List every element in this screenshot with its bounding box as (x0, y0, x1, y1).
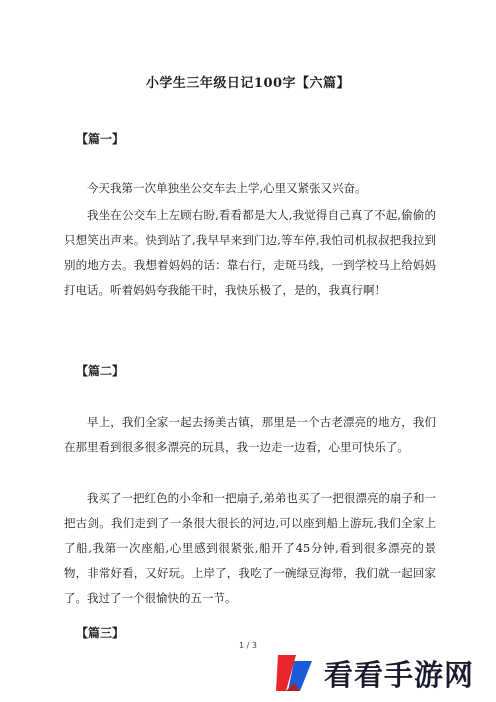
watermark-text: 看看手游网 (324, 657, 475, 692)
section-heading-1: 【篇一】 (76, 132, 125, 146)
section-2-paragraph-2: 我买了一把红色的小伞和一把扇子,弟弟也买了一把很漂亮的扇子和一把古剑。我们走到了一条很大很长的河边,可以座到船上游玩,我们全家上了船,我第一次座船,心里感到很紧张,船开了45分钟,看到很多漂亮的景物，非常好看，又好玩。上岸了，我吃了一碗绿豆海带，我们就一起回家了。我过了一个很愉快的五一节。 (64, 491, 436, 605)
section-1-paragraph-1: 今天我第一次单独坐公交车去上学,心里又紧张又兴奋。 (87, 181, 367, 195)
watermark (272, 648, 494, 698)
section-1-paragraph-2: 我坐在公交车上左顾右盼,看看都是大人,我觉得自己真了不起,偷偷的只想笑出声来。快到站了,我早早来到门边,等车停,我怕司机叔叔把我拉到别的地方去。我想着妈妈的话：靠右行，走斑马线，一到学校马上给妈妈打电话。听着妈妈夸我能干时，我快乐极了，是的，我真行啊！ (64, 208, 436, 297)
kk-logo-icon (272, 651, 316, 695)
section-2-paragraph-1: 早上，我们全家一起去扬美古镇，那里是一个古老漂亮的地方，我们在那里看到很多很多漂亮的玩具，我一边走一边看，心里可快乐了。 (64, 415, 436, 454)
section-heading-3: 【篇三】 (76, 626, 125, 640)
page-number: 1 / 3 (239, 641, 257, 650)
document-title: 小学生三年级日记100字【六篇】 (145, 76, 351, 91)
section-heading-2: 【篇二】 (76, 364, 125, 378)
